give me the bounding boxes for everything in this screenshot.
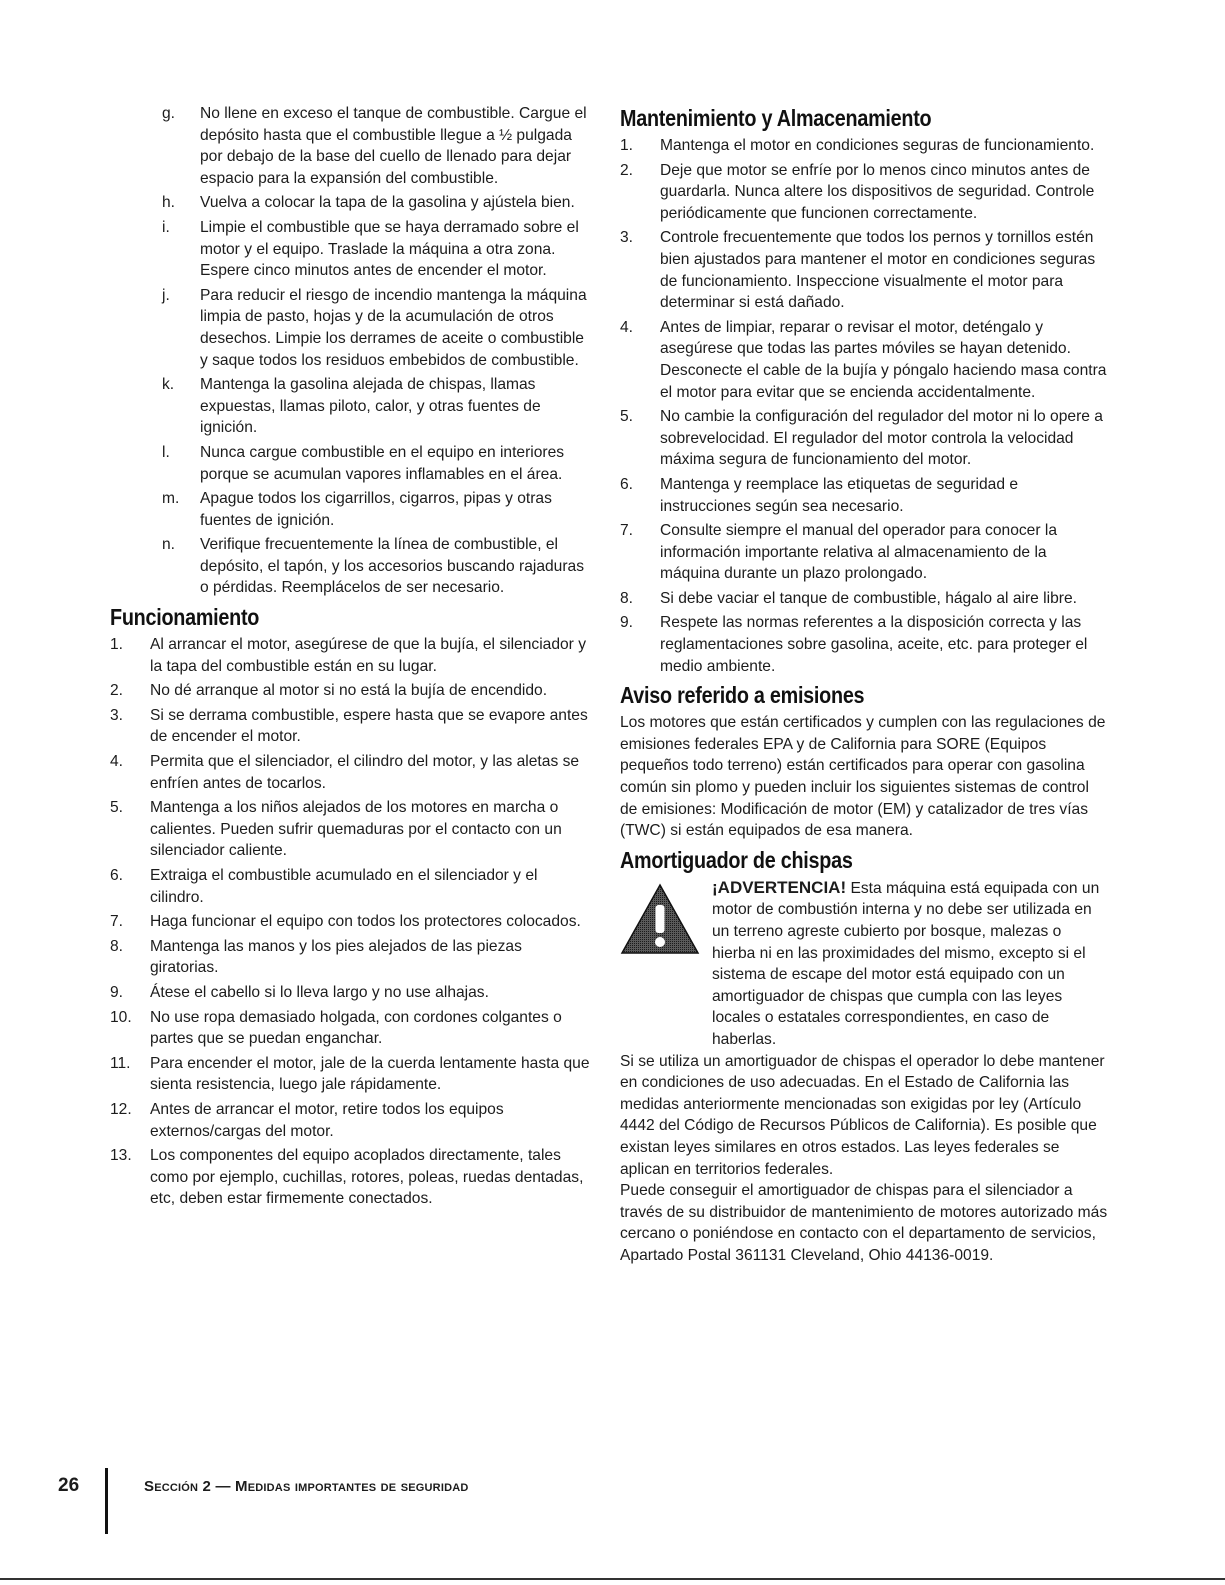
list-item xyxy=(162,217,590,282)
list-marker: 11. xyxy=(110,1054,131,1072)
list-item-text: Consulte siempre el manual del operador para conocer la información importante relativa al almacenamiento de la máquina durante un plazo prolongado. xyxy=(660,522,1058,583)
list-item-text: Controle frecuentemente que todos los pernos y tornillos estén bien ajustados para mantener el motor en condiciones seguras de funcionamiento. Inspeccione visualmente el motor para determinar si está dañado. xyxy=(660,229,1096,312)
list-item-text: No use ropa demasiado holgada, con cordones colgantes o partes que se puedan enganchar. xyxy=(150,1008,562,1048)
list-item-text: Átese el cabello si lo lleva largo y no use alhajas. xyxy=(150,983,489,1001)
list-marker: j. xyxy=(162,286,170,304)
list-item-text: Deje que motor se enfríe por lo menos cinco minutos antes de guardarla. Nunca altere los dispositivos de seguridad. Controle periódicamente que funcionen correctamente. xyxy=(660,161,1095,222)
list-item-text: Apague todos los cigarrillos, cigarros, pipas y otras fuentes de ignición. xyxy=(200,490,552,529)
list-item-text: Respete las normas referentes a la disposición correcta y las reglamentaciones sobre gasolina, aceite, etc. para proteger el medio ambiente. xyxy=(660,614,1088,675)
page-number: 26 xyxy=(58,1475,80,1496)
list-marker: 13. xyxy=(110,1147,132,1165)
list-item xyxy=(110,936,590,979)
list-item-text: Mantenga y reemplace las etiquetas de seguridad e instrucciones según sea necesario. xyxy=(660,475,1019,515)
emissions-paragraph: Los motores que están certificados y cumplen con las regulaciones de emisiones federales EPA y de California para SORE (Equipos pequeños todo terreno) están certificados para operar con gasolina común sin plomo y pueden incluir los siguientes sistemas de control de emisiones: Modificación de motor (EM) y catalizador de tres vías (TWC) si están equipados de esa manera. xyxy=(620,714,1106,840)
list-item xyxy=(162,285,590,371)
list-item xyxy=(110,1145,590,1210)
warning-text-block xyxy=(712,877,1108,1051)
list-item xyxy=(162,374,590,439)
list-item xyxy=(110,865,590,908)
list-item-text: Para reducir el riesgo de incendio mantenga la máquina limpia de pasto, hojas y de la acumulación de otros desechos. Limpie los derrames de aceite o combustible y saque todos los residuos embebidos de combustible. xyxy=(200,286,587,369)
list-marker: n. xyxy=(162,536,176,554)
list-item xyxy=(162,442,590,485)
list-marker: 8. xyxy=(620,589,634,607)
maintenance-list xyxy=(620,135,1108,677)
list-marker: 8. xyxy=(110,937,124,955)
list-item xyxy=(620,406,1108,471)
spark-arrester-paragraph-1: Si se utiliza un amortiguador de chispas el operador lo debe mantener en condiciones de uso adecuadas. En el Estado de California las medidas anteriormente mencionadas son exigidas por ley (Artículo 4442 del Código de Recursos Públicos de California). Es posible que existan leyes similares en otros estados. Las leyes federales se aplican en territorios federales. xyxy=(620,1052,1105,1178)
warning-label: ¡ADVERTENCIA! xyxy=(712,877,847,897)
list-item xyxy=(110,797,590,862)
footer-divider xyxy=(105,1468,108,1534)
bottom-rule xyxy=(0,1578,1225,1580)
list-item xyxy=(162,534,590,599)
list-item-text: No dé arranque al motor si no está la bujía de encendido. xyxy=(150,682,548,700)
list-item-text: Haga funcionar el equipo con todos los protectores colocados. xyxy=(150,913,581,931)
spark-arrester-warning xyxy=(620,877,1108,1051)
list-item-text: Permita que el silenciador, el cilindro del motor, y las aletas se enfríen antes de tocarlos. xyxy=(150,753,580,792)
list-item-text: Si debe vaciar el tanque de combustible, hágalo al aire libre. xyxy=(660,589,1077,607)
heading-mantenimiento: Mantenimiento y Almacenamiento xyxy=(620,105,932,131)
list-item-text: Vuelva a colocar la tapa de la gasolina y ajústela bien. xyxy=(200,194,575,212)
right-column xyxy=(620,103,1108,1267)
list-item xyxy=(162,192,590,214)
list-item-text: Al arrancar el motor, asegúrese de que la bujía, el silenciador y la tapa del combustible están en su lugar. xyxy=(150,636,587,675)
list-item-text: Extraiga el combustible acumulado en el silenciador y el cilindro. xyxy=(150,867,538,906)
list-item xyxy=(620,612,1108,677)
fuel-safety-list xyxy=(110,103,590,599)
list-item xyxy=(162,488,590,531)
list-item-text: Mantenga el motor en condiciones seguras de funcionamiento. xyxy=(660,137,1095,154)
list-item-text: Los componentes del equipo acoplados directamente, tales como por ejemplo, cuchillas, rotores, poleas, ruedas dentadas, etc, deben estar firmemente conectados. xyxy=(150,1147,584,1208)
list-marker: 9. xyxy=(110,983,124,1001)
list-item xyxy=(110,705,590,748)
list-item-text: Mantenga las manos y los pies alejados de las piezas giratorias. xyxy=(150,937,522,977)
list-marker: i. xyxy=(162,218,170,236)
list-marker: k. xyxy=(162,376,175,394)
list-item xyxy=(620,160,1108,225)
list-marker: 6. xyxy=(620,475,634,493)
list-marker: 4. xyxy=(110,753,124,771)
list-marker: 2. xyxy=(620,161,634,179)
heading-aviso-emisiones: Aviso referido a emisiones xyxy=(620,682,865,709)
list-item xyxy=(110,911,590,933)
list-item xyxy=(110,1099,590,1142)
list-item xyxy=(620,520,1108,585)
heading-amortiguador: Amortiguador de chispas xyxy=(620,846,853,873)
list-marker: 4. xyxy=(620,318,634,336)
list-marker: 10. xyxy=(110,1008,132,1026)
list-marker: 1. xyxy=(620,137,634,154)
list-item-text: Mantenga la gasolina alejada de chispas, llamas expuestas, llamas piloto, calor, y otras fuentes de ignición. xyxy=(200,376,541,437)
list-item-text: Mantenga a los niños alejados de los motores en marcha o calientes. Pueden sufrir quemaduras por el contacto con un silenciador caliente. xyxy=(150,799,562,860)
section-title: Sección 2 — Medidas importantes de seguridad xyxy=(144,1478,469,1495)
list-marker: 1. xyxy=(110,636,124,654)
list-marker: 9. xyxy=(620,614,634,632)
operation-list xyxy=(110,634,590,1210)
list-item-text: Antes de limpiar, reparar o revisar el motor, deténgalo y asegúrese que todas las partes móviles se hayan detenido. Desconecte el cable de la bujía y póngalo haciendo masa contra el motor para evitar que se encienda accidentalmente. xyxy=(660,318,1107,401)
list-item xyxy=(110,982,590,1004)
warning-triangle-icon xyxy=(620,877,712,1051)
list-marker: 2. xyxy=(110,682,124,700)
list-item xyxy=(620,227,1108,313)
list-item-text: Antes de arrancar el motor, retire todos los equipos externos/cargas del motor. xyxy=(150,1100,504,1140)
list-item-text: Para encender el motor, jale de la cuerda lentamente hasta que sienta resistencia, luego jale rápidamente. xyxy=(150,1054,590,1094)
list-marker: 12. xyxy=(110,1100,132,1118)
list-marker: 7. xyxy=(110,913,124,931)
list-marker: 3. xyxy=(620,229,634,247)
heading-funcionamiento: Funcionamiento xyxy=(110,604,260,631)
list-item xyxy=(620,135,1108,157)
list-marker: g. xyxy=(162,105,176,122)
list-marker: 6. xyxy=(110,867,124,884)
list-item xyxy=(620,474,1108,517)
spark-arrester-paragraph-2: Puede conseguir el amortiguador de chispas para el silenciador a través de su distribuidor de mantenimiento de motores autorizado más cercano o poniéndose en contacto con el departamento de servicios, Apartado Postal 361131 Cleveland, Ohio 44136-0019. xyxy=(620,1182,1108,1264)
list-item-text: No llene en exceso el tanque de combustible. Cargue el depósito hasta que el combustible llegue a ½ pulgada por debajo de la base del cuello de llenado para dejar espacio para la expansión del combustible. xyxy=(200,105,587,187)
list-marker: h. xyxy=(162,194,176,212)
list-item-text: Si se derrama combustible, espere hasta que se evapore antes de encender el motor. xyxy=(150,706,588,746)
left-column xyxy=(110,103,590,1213)
list-marker: 7. xyxy=(620,522,634,540)
list-item xyxy=(620,317,1108,403)
list-item xyxy=(110,1007,590,1050)
list-item-text: No cambie la configuración del regulador del motor ni lo opere a sobrevelocidad. El regulador del motor controla la velocidad máxima segura de funcionamiento del motor. xyxy=(660,408,1103,469)
list-item xyxy=(110,680,590,702)
list-item xyxy=(110,751,590,794)
list-marker: 5. xyxy=(110,799,124,817)
list-item-text: Limpie el combustible que se haya derramado sobre el motor y el equipo. Traslade la máquina a otra zona. Espere cinco minutos antes de encender el motor. xyxy=(200,218,579,280)
list-marker: m. xyxy=(162,490,180,508)
list-item-text: Nunca cargue combustible en el equipo en interiores porque se acumulan vapores inflamables en el área. xyxy=(200,443,565,483)
list-marker: 3. xyxy=(110,706,124,724)
list-item xyxy=(620,588,1108,610)
list-item xyxy=(110,1053,590,1096)
warning-text: Esta máquina está equipada con un motor de combustión interna y no debe ser utilizada en un terreno agreste cubierto por bosque, malezas o hierba ni en las proximidades del mismo, excepto si el sistema de escape del motor está equipado con un amortiguador de chispas que cumpla con las leyes locales o estatales correspondientes, en caso de haberlas. xyxy=(712,879,1100,1048)
list-item-text: Verifique frecuentemente la línea de combustible, el depósito, el tapón, y los accesorios buscando rajaduras o pérdidas. Reemplácelos de ser necesario. xyxy=(200,536,585,597)
list-marker: 5. xyxy=(620,408,634,426)
list-marker: l. xyxy=(162,443,170,461)
list-item xyxy=(110,634,590,677)
list-item xyxy=(162,103,590,189)
